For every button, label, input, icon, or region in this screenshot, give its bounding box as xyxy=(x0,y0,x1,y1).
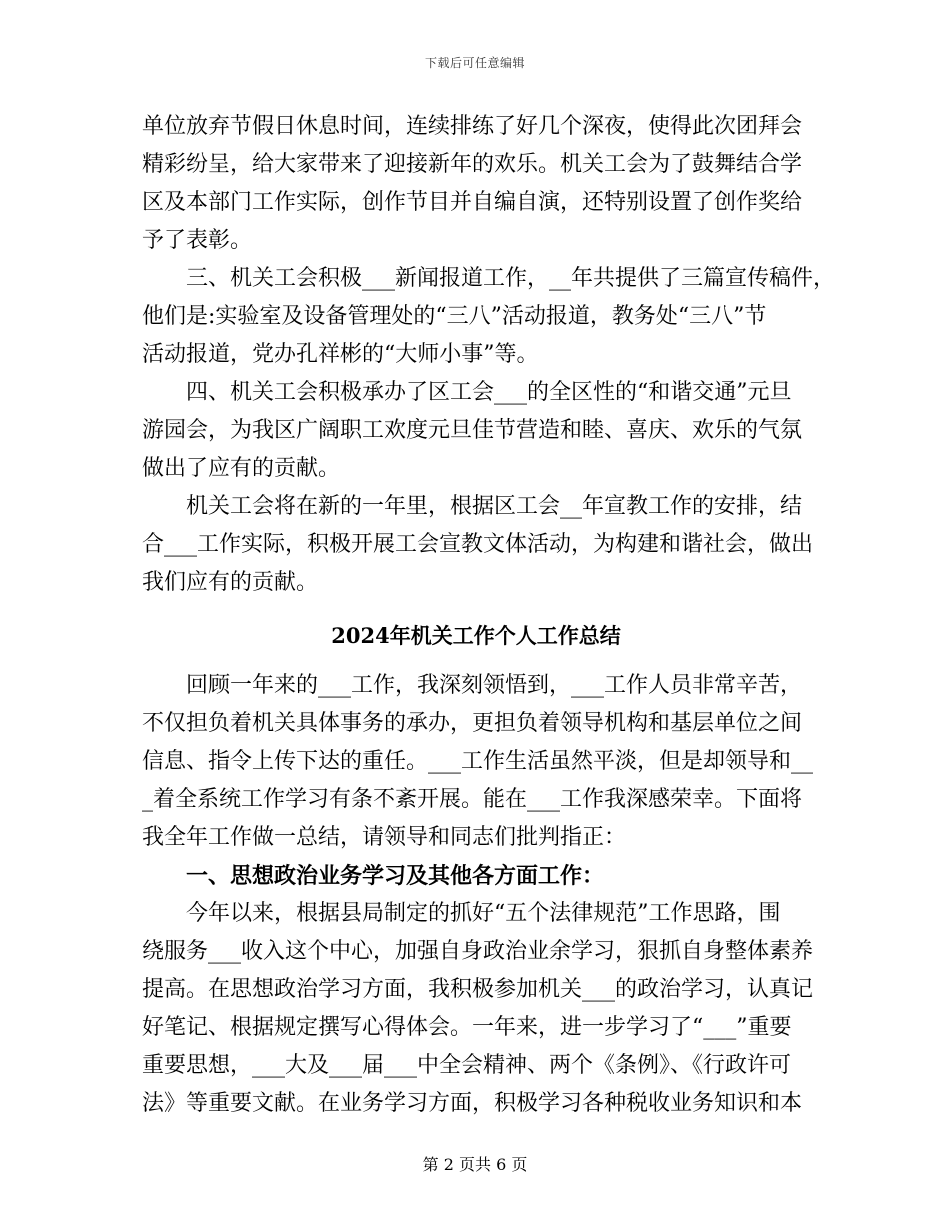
text-line: 绕服务___收入这个中心，加强自身政治业余学习，狠抓自身整体素养 xyxy=(142,939,814,964)
text-line: 今年以来，根据县局制定的抓好“五个法律规范”工作思路，围 xyxy=(186,901,781,926)
text-line: 精彩纷呈，给大家带来了迎接新年的欢乐。机关工会为了鼓舞结合学 xyxy=(142,152,803,177)
page-footer: 第 2 页共 6 页 xyxy=(422,1155,528,1174)
text-line: 做出了应有的贡献。 xyxy=(142,456,341,481)
text-line: 四、机关工会积极承办了区工会___的全区性的“和谐交通”元旦 xyxy=(186,380,792,405)
text-line: 合___工作实际，积极开展工会宣教文体活动，为构建和谐社会，做出 xyxy=(142,532,814,557)
text-line: 不仅担负着机关具体事务的承办，更担负着领导机构和基层单位之间 xyxy=(142,711,803,736)
paragraph-news-reports xyxy=(142,260,836,374)
text-line: 我们应有的贡献。 xyxy=(142,570,319,595)
text-line: 三、机关工会积极___新闻报道工作，__年共提供了三篇宣传稿件， xyxy=(186,266,836,291)
text-line: 区及本部门工作实际，创作节目并自编自演，还特别设置了创作奖给 xyxy=(142,190,803,215)
text-line: 信息、指令上传下达的重任。___工作生活虽然平淡，但是却领导和__ xyxy=(142,749,814,774)
text-line: 游园会，为我区广阔职工欢度元旦佳节营造和睦、喜庆、欢乐的气氛 xyxy=(142,418,803,443)
page-header: 下载后可任意编辑 xyxy=(424,56,525,70)
text-line: 活动报道，党办孔祥彬的“大师小事”等。 xyxy=(142,342,539,367)
text-line: 机关工会将在新的一年里，根据区工会__年宣教工作的安排，结 xyxy=(186,494,803,519)
text-line: _着全系统工作学习有条不紊开展。能在___工作我深感荣幸。下面将 xyxy=(142,787,803,812)
text-line: 回顾一年来的___工作，我深刻领悟到，___工作人员非常辛苦， xyxy=(186,673,803,698)
text-line: 法》等重要文献。在业务学习方面，积极学习各种税收业务知识和本 xyxy=(142,1091,803,1116)
document-body xyxy=(142,108,836,1123)
paragraph-study-details xyxy=(142,895,814,1123)
text-line: 重要思想，___大及___届___中全会精神、两个《条例》、《行政许可 xyxy=(142,1053,792,1078)
text-line: 他们是:实验室及设备管理处的“三八”活动报道，教务处“三八”节 xyxy=(142,304,767,329)
heading-political-study: 一、思想政治业务学习及其他各方面工作： xyxy=(186,863,605,889)
text-line: 我全年工作做一总结，请领导和同志们批判指正： xyxy=(142,825,627,850)
section-title: 2024年机关工作个人工作总结 xyxy=(331,623,621,648)
text-line: 提高。在思想政治学习方面，我积极参加机关___的政治学习，认真记 xyxy=(142,977,814,1002)
text-line: 单位放弃节假日休息时间，连续排练了好几个深夜，使得此次团拜会 xyxy=(142,114,803,139)
paragraph-continuation xyxy=(142,108,810,260)
paragraph-garden-party xyxy=(142,374,810,488)
text-line: 予了表彰。 xyxy=(142,228,253,253)
paragraph-intro xyxy=(142,667,814,857)
paragraph-new-year-plan xyxy=(142,488,814,602)
text-line: 好笔记、根据规定撰写心得体会。一年来，进一步学习了“___”重要 xyxy=(142,1015,792,1040)
